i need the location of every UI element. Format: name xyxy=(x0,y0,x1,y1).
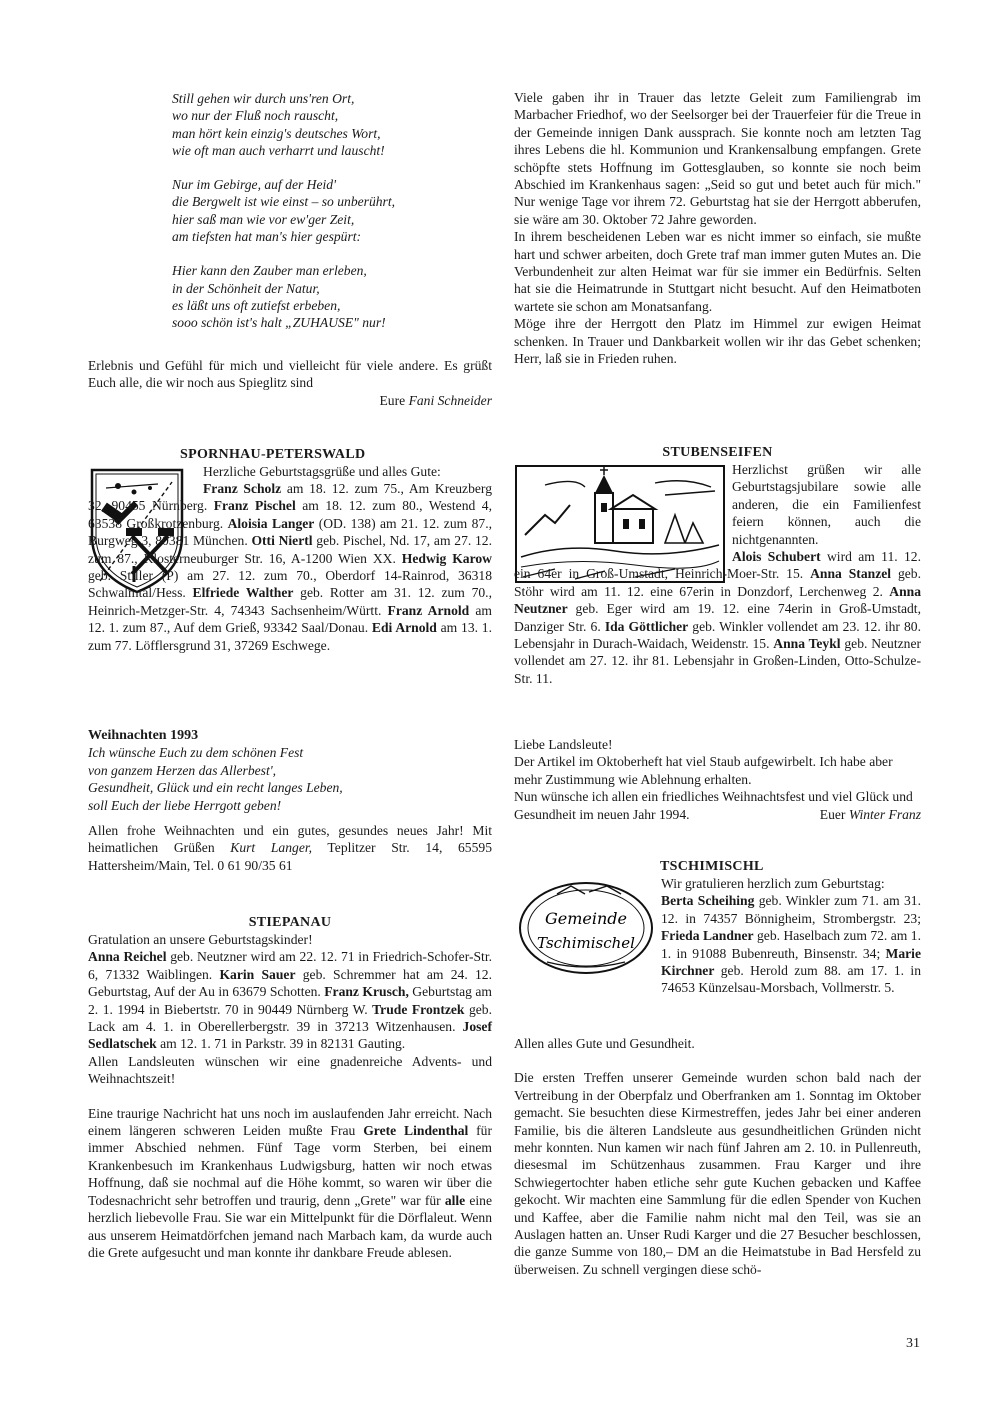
tschimischl-wish: Allen alles Gute und Gesundheit. xyxy=(514,1036,695,1051)
stubenseifen-letter xyxy=(514,736,921,823)
christmas-block xyxy=(88,727,492,874)
stiepanau-name-2: Karin Sauer xyxy=(219,966,296,982)
christmas-author: Kurt Langer, xyxy=(230,840,313,856)
christmas-heading: Weihnachten 1993 xyxy=(88,728,199,743)
spornhau-name-6: Elfriede Walther xyxy=(192,585,294,601)
poem-stanza-1: Still gehen wir durch uns'ren Ort, wo nur der Fluß noch rauscht, man hört kein einzig's deutsches Wort, wie oft man auch verharrt und lauscht! xyxy=(172,91,385,158)
stiepanau-heading: STIEPANAU xyxy=(248,915,332,930)
stubenseifen-heading: STUBENSEIFEN xyxy=(662,445,773,460)
poem-footer-text: Erlebnis und Gefühl für mich und vielleicht für viele andere. Es grüßt Euch alle, die wir noch aus Spieglitz sind xyxy=(88,358,492,391)
stubenseifen-name-4: Ida Göttlicher xyxy=(604,618,689,634)
stiepanau-intro: Gratulation an unsere Geburtstagskinder! xyxy=(88,932,313,947)
spornhau-name-7: Franz Arnold xyxy=(387,602,470,618)
tschimischl-report: Die ersten Treffen unserer Gemeinde wurden schon bald nach der Vertreibung in der Oberpfalz und Oberfranken am 1. Sonntag im Oktober gemacht. Sie besuchten diese Kirmestreffen, jedes Jahr bei einer anderen Familie, bis die älteren Landsleute aus gesundheitlichen Gründen nicht mehr konnten. Nun kamen wir nach fünf Jahren am 2. 10. in Pullenreuth, diesesmal im Schützenhaus zusammen. Frau Karger und ihre Schwiegertochter haben etliche sehr gute Kuchen gebacken und Kaffee gekocht. Wir machten eine Sammlung für die edlen Spender von Kuchen und Kaffee, aber die Familie nahm nicht mal den Teil, was sie an Auslagen hatten an. Unser Rudi Karger und die 27 Besucher beschlossen, die ganze Summe von 180,– DM an die Heimatstube in Bad Hersfeld zu überweisen. Zu schnell vergingen diese schö- xyxy=(514,1070,921,1277)
stiepanau-birthdays: Anna Reichel geb. Neutzner wird am 22. 12. 71 in Friedrich-Schofer-Str. 6, 71332 Waiblingen. Karin Sauer geb. Schremmer hat am 24. 12. Geburtstag, Auf der Au in 63679 Schotten. Franz Krusch, Geburtstag am 2. 1. 1994 in Biebertstr. 70 in 90449 Nürnberg W. Trude Frontzek geb. Lack am 4. 1. in Oberellerbergstr. 39 in 37213 Witzenhausen. Josef Sedlatschek am 12. 1. 71 in Parkstr. 39 in 82131 Gauting. xyxy=(88,949,493,1052)
christmas-verse: Ich wünsche Euch zu dem schönen Fest von ganzem Herzen das Allerbest', Gesundheit, Glück und ein recht langes Leben, soll Euch der liebe Herrgott geben! xyxy=(88,745,343,813)
letter-author: Winter Franz xyxy=(848,806,921,822)
letter-signature: Euer Winter Franz xyxy=(819,806,921,822)
christmas-greeting: Allen frohe Weihnachten und ein gutes, gesundes neues Jahr! Mit heimatlichen Grüßen Kurt Langer, Teplitzer Str. 14, 65595 Hattersheim/Main, Tel. 0 61 90/35 61 xyxy=(88,823,492,873)
seal-text-line-1: Gemeinde xyxy=(544,909,628,928)
tschimischl-name-3: Marie Kirchner xyxy=(661,945,921,979)
stubenseifen-name-5: Anna Teykl xyxy=(773,636,841,652)
stubenseifen-intro-block xyxy=(732,461,921,548)
poem-author: Fani Schneider xyxy=(408,392,492,408)
spornhau-name-1: Franz Scholz xyxy=(203,481,282,496)
poem-stanza-3: Hier kann den Zauber man erleben, in der Schönheit der Natur, es läßt uns oft zutiefst erbeben, sooo schön ist's halt „ZUHAUSE" nur! xyxy=(172,263,386,331)
tschimischl-community-seal xyxy=(517,880,655,976)
poem-stanza-2: Nur im Gebirge, auf der Heid' die Bergwelt ist wie einst – so unberührt, hier saß man wie vor ew'ger Zeit, am tiefsten hat man's hier gespürt: xyxy=(172,177,396,245)
stiepanau-name-3: Franz Krusch, xyxy=(324,984,409,1000)
tschimischl-name-2: Frieda Landner xyxy=(661,928,754,944)
stubenseifen-birthdays: Alois Schubert wird am 11. 12. ein 64er in Groß-Umstadt, Heinrich-Moer-Str. 15. Anna Stanzel geb. Stöhr wird am 11. 12. eine 67erin in Donzdorf, Lerchenweg 2. Anna Neutzner geb. Eger wird am 19. 12. eine 74erin in Groß-Umstadt, Danziger Str. 6. Ida Göttlicher geb. Winkler vollendet am 23. 12. ihr 80. Lebensjahr in Durach-Waidach, Weidenstr. 15. Anna Teykl geb. Neutzner vollendet am 27. 12. ihr 81. Lebensjahr in Großen-Linden, Otto-Schulze-Str. 11. xyxy=(514,549,922,686)
tschimischl-birthdays: Wir gratulieren herzlich zum Geburtstag: Berta Scheihing geb. Winkler zum 71. am 31. 12. in 74357 Bönnigheim, Strombergstr. 23; Frieda Landner geb. Haselbach zum 72. am 1. 1. in 91088 Bubenreuth, Binsenstr. 34; Marie Kirchner geb. Herold zum 88. am 17. 1. in 74653 Künzelsau-Morsbach, Vollmerstr. 5. xyxy=(661,876,922,996)
spornhau-name-5: Hedwig Karow xyxy=(401,550,493,566)
stiepanau-name-4: Trude Frontzek xyxy=(372,1001,465,1017)
stiepanau-obituary-name: Grete Lindenthal xyxy=(363,1123,469,1139)
stiepanau-block xyxy=(88,931,492,1261)
spornhau-heading: SPORNHAU-PETERSWALD xyxy=(180,447,366,462)
poem-block xyxy=(172,90,492,332)
stiepanau-name-1: Anna Reichel xyxy=(88,949,167,965)
poem-signature: Eure Fani Schneider xyxy=(379,392,492,408)
letter-salutation: Liebe Landsleute! xyxy=(514,737,613,752)
obituary-paragraph-2: In ihrem bescheidenen Leben war es nicht immer so einfach, sie mußte hart und schwer arbeiten, doch Grete traf man immer guten Mutes an. Die Verbundenheit zur alten Heimat war für sie immer ein Bedürfnis. Selten hat sie die Heimatrunde in Stuttgart nicht besucht. Auf den Heimatboten wartete sie schon am Monatsanfang. xyxy=(514,229,921,314)
page-number: 31 xyxy=(906,1336,920,1351)
stiepanau-wish: Allen Landsleuten wünschen wir eine gnadenreiche Advents- und Weihnachtszeit! xyxy=(88,1053,492,1087)
tschimischl-text xyxy=(514,1035,921,1278)
stubenseifen-name-2: Anna Stanzel xyxy=(810,566,892,582)
tschimischl-intro: Wir gratulieren herzlich zum Geburtstag: xyxy=(661,876,885,891)
letter-body: Der Artikel im Oktoberheft hat viel Staub aufgewirbelt. Ich habe aber mehr Zustimmung wie Ablehnung erhalten. Nun wünsche ich allen ein friedliches Weihnachtsfest und viel Glück und Gesundheit im neuen Jahr 1994. xyxy=(514,754,913,822)
spornhau-name-4: Otti Niertl xyxy=(251,533,313,549)
stiepanau-obituary: Eine traurige Nachricht hat uns noch im auslaufenden Jahr erreicht. Nach einem längeren schweren Leiden mußte Frau Grete Lindenthal für immer Abschied nehmen. Fünf Tage vorm Sterben, bei einem Krankenbesuch im Krankenhaus Ludwigsburg, hatten wir noch etwas Hoffnung, daß sie nochmal auf die Höhe kommt, so waren wir über die Todesnachricht sehr betroffen und traurig, denn „Grete" war für alle eine herzlich liebevolle Frau. Sie war ein Mittelpunkt für die Dörflaleut. Wenn aus unserem Heimatdörfchen jemand nach Marbach kam, da wurde auch die Grete aufgesucht und man konnte ihr dankbare Freude ablesen. xyxy=(88,1105,493,1260)
stubenseifen-name-3: Anna Neutzner xyxy=(514,583,921,617)
obituary-paragraph-1: Viele gaben ihr in Trauer das letzte Geleit zum Familiengrab im Marbacher Friedhof, wo der Seelsorger bei der Trauerfeier für die Treue in der Gemeinde innigen Dank aussprach. Sie konnte noch am letzten Tag ihres Lebens die hl. Kommunion und Krankensalbung empfangen. Grete schöpfte stets Hoffnung im Gottesglauben, so konnte sie noch beim Abschied im Krankenhaus sagen: „Seid so gut und betet auch für mich." Nur wenige Tage vor ihrem 72. Geburtstag hat sie der Herrgott abberufen, sie wäre am 30. Oktober 72 Jahre geworden. xyxy=(514,90,921,227)
stiepanau-name-5: Josef Sedlatschek xyxy=(88,1019,492,1052)
tschimischl-name-1: Berta Scheihing xyxy=(661,893,755,909)
spornhau-name-2: Franz Pischel xyxy=(213,498,296,514)
obituary-continued xyxy=(514,89,921,368)
spornhau-birthday-list: Franz Scholz am 18. 12. zum 75., Am Kreuzberg 32, 90455 Nürnberg. Franz Pischel am 18. 12. zum 80., Westend 4, 63538 Großkrotzenburg. Aloisia Langer (OD. 138) am 21. 12. zum 87., Burgweg 3, 80381 München. Otti Niertl geb. Pischel, Nd. 17, am 27. 12. zum 87., Klosterneuburger Str. 16, A-1200 Wien XX. Hedwig Karow geb. Stiller (P) am 27. 12. zum 70., Oberdorf 14-Rainrod, 36318 Schwalmtal/Hess. Elfriede Walther geb. Rotter am 31. 12. zum 70., Heinrich-Metzger-Str. 4, 74343 Sachsenheim/Württ. Franz Arnold am 12. 1. zum 87., Auf dem Grieß, 93342 Saal/Donau. Edi Arnold am 13. 1. zum 77. Löfflersgrund 31, 37269 Eschwege. xyxy=(88,481,493,653)
tschimischl-heading: TSCHIMISCHL xyxy=(660,859,764,874)
stubenseifen-intro: Herzlichst grüßen wir alle Geburtstagsjubilare sowie alle anderen, die ein Familienfest feiern können, auch die nichtgenannten. xyxy=(732,462,921,547)
spornhau-intro: Herzliche Geburtstagsgrüße und alles Gute: xyxy=(203,464,441,479)
seal-text-line-2: Tschimischel xyxy=(537,934,635,952)
poem-footer xyxy=(88,357,492,409)
spornhau-birthdays xyxy=(203,463,492,480)
spornhau-name-3: Aloisia Langer xyxy=(227,515,315,531)
spornhau-name-8: Edi Arnold xyxy=(371,620,437,636)
obituary-paragraph-3: Möge ihre der Herrgott den Platz im Himmel zur ewigen Heimat schenken. In Trauer und Dankbarkeit wollen wir ihr das Gebet schenken; Herr, laß sie in Frieden ruhen. xyxy=(514,316,921,367)
stubenseifen-name-1: Alois Schubert xyxy=(732,549,821,564)
